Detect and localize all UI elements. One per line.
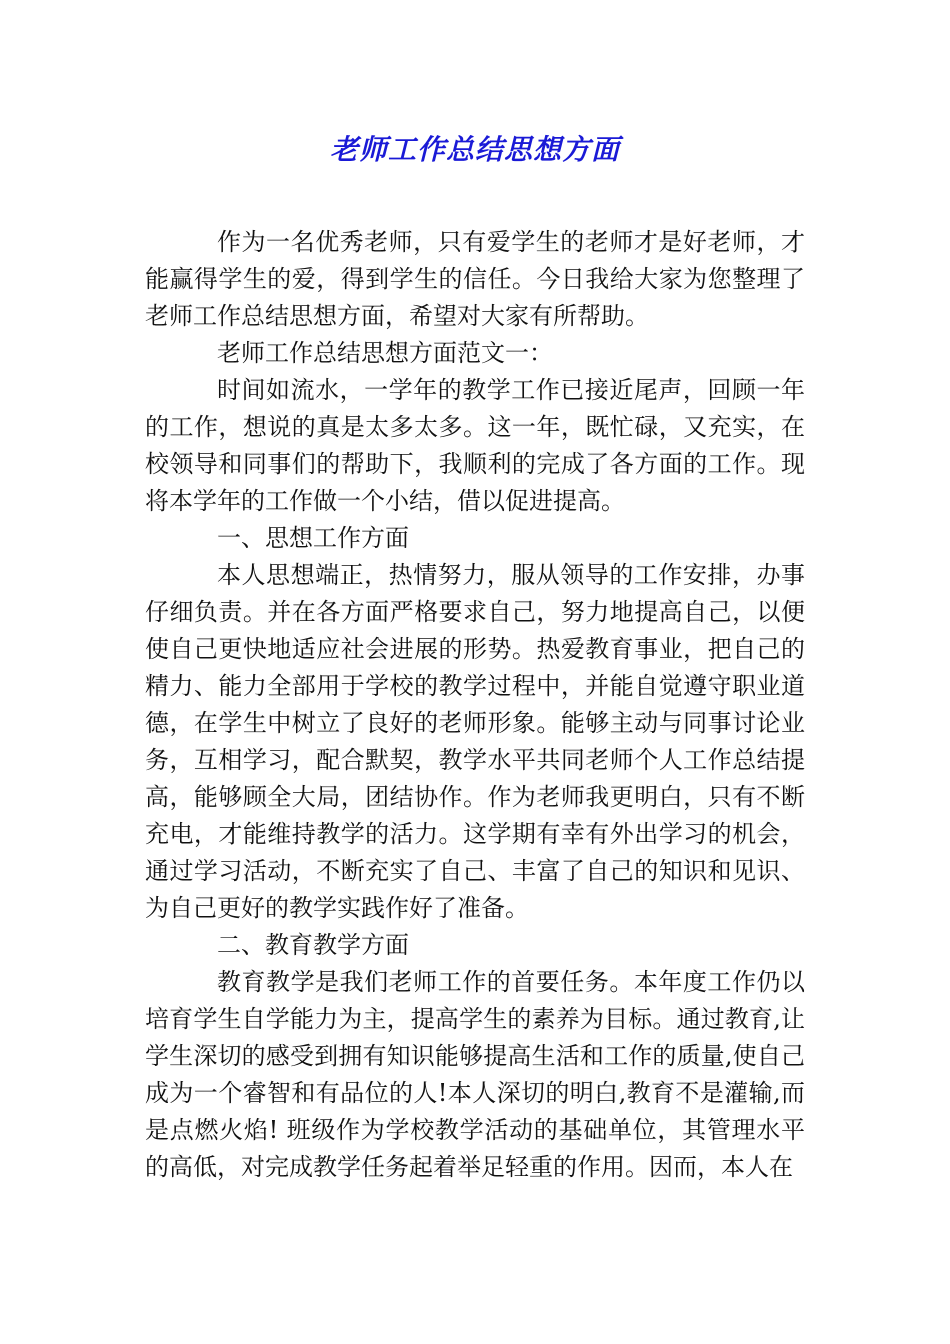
document-title: 老师工作总结思想方面: [329, 133, 620, 166]
document-body: [145, 224, 805, 1186]
section-heading-teaching: 二、教育教学方面: [217, 931, 409, 959]
thought-paragraph: 本人思想端正，热情努力，服从领导的工作安排，办事仔细负责。并在各方面严格要求自己，努力地提高自己，以便使自己更快地适应社会进展的形势。热爱教育事业，把自己的精力、能力全部用于学校的教学过程中，并能自觉遵守职业道德，在学生中树立了良好的老师形象。能够主动与同事讨论业务，互相学习，配合默契，教学水平共同老师个人工作总结提高，能够顾全大局，团结协作。作为老师我更明白，只有不断充电，才能维持教学的活力。这学期有幸有外出学习的机会，通过学习活动，不断充实了自己、丰富了自己的知识和见识、为自己更好的教学实践作好了准备。: [145, 561, 805, 922]
section-heading-thought: 一、思想工作方面: [217, 524, 409, 552]
teaching-paragraph: 教育教学是我们老师工作的首要任务。本年度工作仍以培育学生自学能力为主，提高学生的素养为目标。通过教育,让学生深切的感受到拥有知识能够提高生活和工作的质量,使自己成为一个睿智和有品位的人!本人深切的明白,教育不是灌输,而是点燃火焰! 班级作为学校教学活动的基础单位，其管理水平的高低，对完成教学任务起着举足轻重的作用。因而，本人在: [145, 968, 805, 1181]
sample-heading: 老师工作总结思想方面范文一：: [217, 339, 553, 367]
intro-paragraph: 作为一名优秀老师，只有爱学生的老师才是好老师，才能赢得学生的爱，得到学生的信任。今日我给大家为您整理了老师工作总结思想方面，希望对大家有所帮助。: [145, 228, 805, 330]
summary-paragraph: 时间如流水，一学年的教学工作已接近尾声，回顾一年的工作，想说的真是太多太多。这一年，既忙碌，又充实，在校领导和同事们的帮助下，我顺利的完成了各方面的工作。现将本学年的工作做一个小结，借以促进提高。: [145, 376, 805, 515]
